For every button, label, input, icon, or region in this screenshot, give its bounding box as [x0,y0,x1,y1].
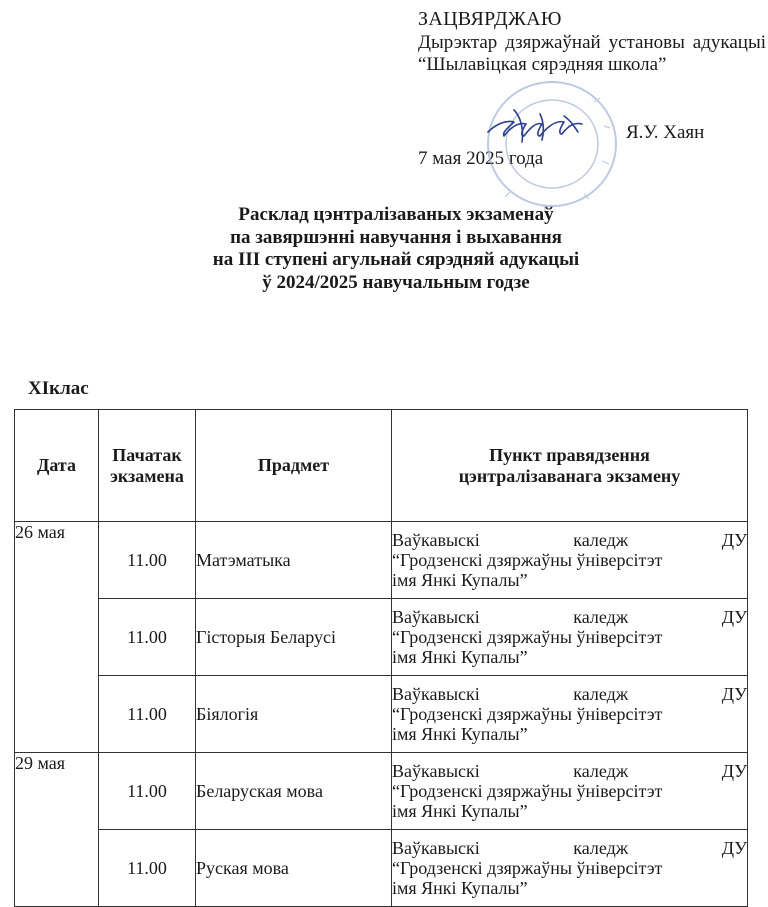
table-row [15,522,748,599]
header-start [99,410,196,522]
header-start-line-2: экзамена [110,465,184,486]
place-cell [392,522,748,599]
place-cell [392,599,748,676]
subject-cell: Біялогія [196,676,392,753]
place-word-3: ДУ [721,530,747,550]
place-word-2: каледж [573,684,629,704]
place-word-2: каледж [573,607,629,627]
table-row [15,753,748,830]
table-row [15,676,748,753]
place-line-1 [392,607,747,627]
place-line-3: імя Янкі Купалы” [392,801,528,821]
signer-name: Я.У. Хаян [626,122,705,143]
subject-cell: Беларуская мова [196,753,392,830]
class-label: XIклас [28,378,89,399]
place-word-3: ДУ [721,684,747,704]
place-line-3: імя Янкі Купалы” [392,878,528,898]
place-word-2: каледж [573,838,629,858]
start-time-cell: 11.00 [99,599,196,676]
place-word-2: каледж [573,530,629,550]
header-place-line-2: цэнтралізаванага экзамену [458,465,681,486]
approval-date: 7 мая 2025 года [418,148,544,169]
approval-heading: ЗАЦВЯРДЖАЮ [418,8,562,30]
place-line-2: “Гродзенскі дзяржаўны ўніверсітэт [392,781,663,801]
start-time-cell: 11.00 [99,753,196,830]
title-line-4: ў 2024/2025 навучальным годзе [262,271,530,293]
table-header-row [15,410,748,522]
place-word-1: Ваўкавыскі [392,838,480,858]
place-word-3: ДУ [721,607,747,627]
place-line-1 [392,761,747,781]
title-line-3: на III ступені агульнай сярэдняй адукацыі [212,249,580,270]
place-word-1: Ваўкавыскі [392,607,480,627]
exam-schedule-table [14,409,748,907]
place-line-2: “Гродзенскі дзяржаўны ўніверсітэт [392,704,663,724]
place-cell [392,676,748,753]
header-date: Дата [15,410,99,522]
table-row [15,830,748,907]
subject-cell: Матэматыка [196,522,392,599]
start-time-cell: 11.00 [99,830,196,907]
place-cell [392,830,748,907]
start-time-cell: 11.00 [99,522,196,599]
place-line-1 [392,684,747,704]
place-line-1 [392,530,747,550]
place-cell [392,753,748,830]
date-cell: 29 мая [15,753,99,907]
header-start-line-1: Пачатак [112,444,182,465]
table-row [15,599,748,676]
place-line-3: імя Янкі Купалы” [392,724,528,744]
place-word-2: каледж [573,761,629,781]
header-subject: Прадмет [196,410,392,522]
place-line-2: “Гродзенскі дзяржаўны ўніверсітэт [392,550,663,570]
official-stamp [444,66,620,216]
subject-cell: Гісторыя Беларусі [196,599,392,676]
document-title [96,204,696,294]
title-line-2: па завяршэнні навучання і выхавання [230,226,562,248]
place-line-1 [392,838,747,858]
place-word-1: Ваўкавыскі [392,530,480,550]
table-body [15,522,748,907]
date-cell: 26 мая [15,522,99,753]
place-line-3: імя Янкі Купалы” [392,647,528,667]
place-word-1: Ваўкавыскі [392,761,480,781]
signature [488,110,582,142]
place-line-3: імя Янкі Купалы” [392,570,528,590]
subject-cell: Руская мова [196,830,392,907]
director-title: Дырэктар дзяржаўнай установы адукацыі “Шылавіцкая сярэдняя школа” [418,32,766,75]
place-line-2: “Гродзенскі дзяржаўны ўніверсітэт [392,627,663,647]
place-word-3: ДУ [721,838,747,858]
place-line-2: “Гродзенскі дзяржаўны ўніверсітэт [392,858,663,878]
title-line-1: Расклад цэнтралізаваных экзаменаў [238,204,554,225]
header-place [392,410,748,522]
place-word-1: Ваўкавыскі [392,684,480,704]
place-word-3: ДУ [721,761,747,781]
header-place-line-1: Пункт правядзення [489,444,650,465]
start-time-cell: 11.00 [99,676,196,753]
